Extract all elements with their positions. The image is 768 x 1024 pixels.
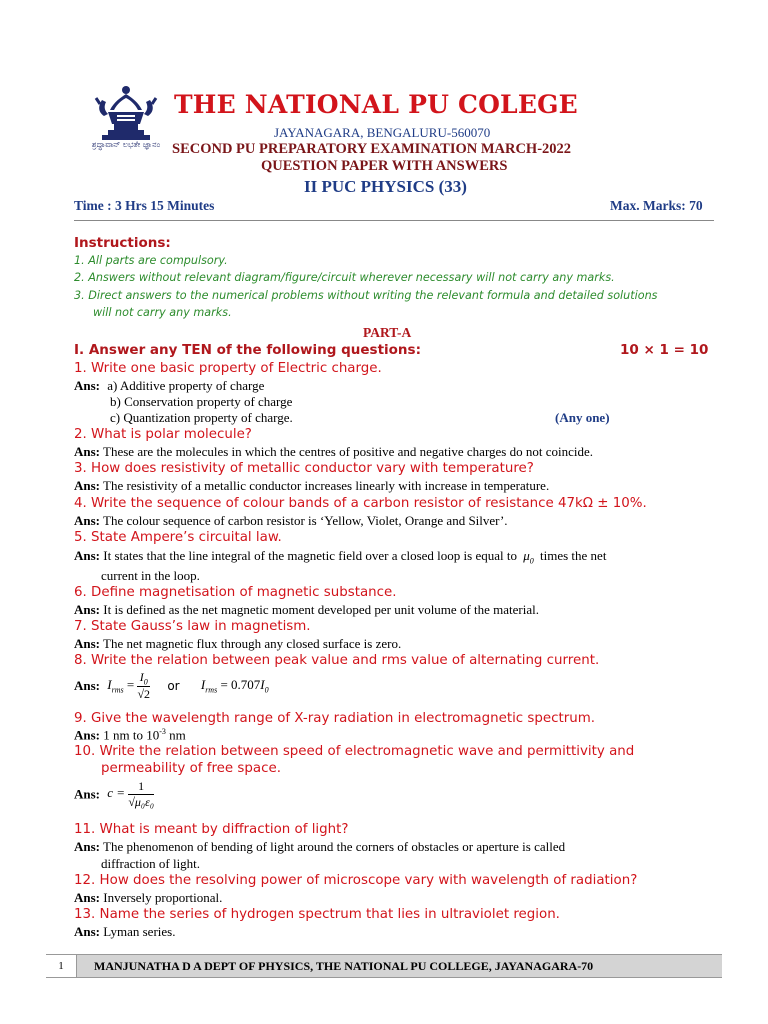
answer-11-line2: diffraction of light. [101, 856, 201, 871]
college-logo [84, 80, 168, 156]
question-7: 7. State Gauss’s law in magnetism. [74, 619, 311, 634]
answer-5-text: It states that the line integral of the magnetic field over a closed loop is equal to [103, 548, 517, 563]
frac-numerator: 1 [128, 779, 154, 795]
irms-sub-2: rms [205, 686, 218, 695]
answer-13-text: Lyman series. [103, 924, 176, 939]
equals-sign: = [126, 677, 135, 693]
answer-1-b: b) Conservation property of charge [110, 394, 293, 409]
answer-4-text: The colour sequence of carbon resistor is ‘Yellow, Violet, Orange and Silver’. [103, 513, 508, 528]
answer-8 [74, 670, 269, 702]
ans-label: Ans: [74, 727, 101, 743]
irms-sub: rms [111, 685, 124, 695]
peak-over-root2 [137, 670, 150, 702]
question-10-line2: permeability of free space. [101, 761, 281, 776]
frac-denominator: √μ₀ε₀ [128, 795, 154, 809]
rms-formula-2 [200, 677, 269, 695]
rms-formula-1 [107, 670, 153, 702]
answer-2-text: These are the molecules in which the centres of positive and negative charges do not coincide. [103, 444, 594, 459]
i0-var: I [139, 670, 144, 684]
question-8: 8. Write the relation between peak value and rms value of alternating current. [74, 653, 600, 668]
answer-3-text: The resistivity of a metallic conductor increases linearly with increase in temperature. [103, 478, 550, 493]
i0-var-2: I [260, 677, 265, 693]
answer-1 [74, 378, 264, 394]
answer-4 [74, 513, 508, 529]
exam-time: Time : 3 Hrs 15 Minutes [74, 198, 215, 213]
irms-var-2: I [200, 677, 206, 693]
question-3: 3. How does resistivity of metallic conductor vary with temperature? [74, 461, 534, 476]
rms-factor: = 0.707 [220, 677, 261, 693]
answer-9 [74, 727, 186, 743]
answer-6-text: It is defined as the net magnetic moment developed per unit volume of the material. [103, 602, 539, 617]
answer-6 [74, 602, 539, 618]
instruction-2: 2. Answers without relevant diagram/figure/circuit wherever necessary will not carry any marks. [74, 271, 615, 284]
answer-5 [74, 548, 606, 566]
answer-12-text: Inversely proportional. [103, 890, 223, 905]
instruction-3: 3. Direct answers to the numerical problems without writing the relevant formula and detailed solutions [74, 289, 658, 302]
question-11: 11. What is meant by diffraction of light? [74, 822, 349, 837]
answer-12 [74, 890, 222, 906]
answer-5-line2: current in the loop. [101, 568, 200, 583]
answer-7 [74, 636, 401, 652]
header-divider [74, 220, 714, 221]
answer-1-c: c) Quantization property of charge. [110, 410, 293, 425]
ans-label: Ans: [74, 513, 101, 528]
instruction-3-cont: will not carry any marks. [93, 306, 232, 319]
answer-13 [74, 924, 175, 940]
question-5: 5. State Ampere’s circuital law. [74, 530, 282, 545]
answer-9-text: 1 nm to 10 [103, 727, 160, 743]
ans-label: Ans: [74, 924, 101, 939]
instruction-1: 1. All parts are compulsory. [74, 254, 228, 267]
question-1: 1. Write one basic property of Electric charge. [74, 361, 382, 376]
answer-1-note: (Any one) [555, 410, 610, 425]
answer-9-exponent: -3 [159, 727, 166, 736]
exam-title: SECOND PU PREPARATORY EXAMINATION MARCH-2022 [172, 141, 572, 157]
question-13: 13. Name the series of hydrogen spectrum that lies in ultraviolet region. [74, 907, 560, 922]
part-title: PART-A [363, 325, 412, 340]
paper-title: QUESTION PAPER WITH ANSWERS [261, 158, 508, 174]
college-name: THE NATIONAL PU COLEGE [174, 90, 578, 119]
page-number: 1 [46, 955, 77, 977]
college-emblem-icon [84, 80, 168, 142]
logo-motto: ಶ್ರದ್ಧಾವಾನ್ ಲಭತೇ ಜ್ಞಾನಂ [91, 140, 161, 149]
irms-var: I [107, 677, 112, 693]
college-address: JAYANAGARA, BENGALURU-560070 [274, 125, 491, 140]
frac-denominator: √2 [137, 687, 151, 702]
question-9: 9. Give the wavelength range of X-ray radiation in electromagnetic spectrum. [74, 711, 596, 726]
ans-label: Ans: [74, 478, 101, 493]
speed-formula [107, 779, 154, 809]
question-12: 12. How does the resolving power of microscope vary with wavelength of radiation? [74, 873, 638, 888]
answer-7-text: The net magnetic flux through any closed surface is zero. [103, 636, 402, 651]
answer-5-text-cont: times the net [540, 548, 607, 563]
speed-fraction [128, 779, 154, 810]
footer-text: MANJUNATHA D A DEPT OF PHYSICS, THE NATIONAL PU COLLEGE, JAYANAGARA-70 [94, 959, 594, 973]
ans-label: Ans: [74, 548, 101, 563]
ans-label: Ans: [74, 839, 101, 854]
instructions-heading: Instructions: [74, 235, 171, 251]
question-4: 4. Write the sequence of colour bands of a carbon resistor of resistance 47kΩ ± 10%. [74, 496, 647, 511]
answer-11-text: The phenomenon of bending of light around the corners of obstacles or aperture is called [103, 839, 566, 854]
mu-subscript: 0 [529, 556, 534, 566]
ans-label: Ans: [74, 678, 101, 694]
max-marks: Max. Marks: 70 [610, 198, 703, 213]
or-text: or [167, 679, 180, 694]
question-2: 2. What is polar molecule? [74, 427, 252, 442]
ans-label: Ans: [74, 444, 101, 459]
i0-sub: 0 [143, 677, 148, 687]
answer-9-unit: nm [165, 727, 186, 743]
ans-label: Ans: [74, 890, 101, 905]
ans-label: Ans: [74, 786, 101, 802]
mu-symbol [523, 548, 534, 566]
ans-label: Ans: [74, 378, 101, 393]
answer-10 [74, 779, 154, 810]
frac-numerator [137, 670, 150, 687]
c-equals: c = [107, 785, 126, 801]
answer-11 [74, 839, 565, 855]
question-10: 10. Write the relation between speed of electromagnetic wave and permittivity and [74, 744, 635, 759]
answer-3 [74, 478, 549, 494]
page-footer [46, 954, 722, 978]
i0-sub-2: 0 [264, 686, 269, 695]
answer-2 [74, 444, 593, 460]
part-marks: 10 × 1 = 10 [620, 342, 709, 358]
subject-title: II PUC PHYSICS (33) [304, 177, 467, 196]
question-6: 6. Define magnetisation of magnetic substance. [74, 585, 397, 600]
part-directive: I. Answer any TEN of the following questions: [74, 342, 421, 358]
ans-label: Ans: [74, 636, 101, 651]
ans-label: Ans: [74, 602, 101, 617]
mu-letter: μ [523, 548, 530, 563]
answer-1-a: a) Additive property of charge [107, 378, 265, 393]
